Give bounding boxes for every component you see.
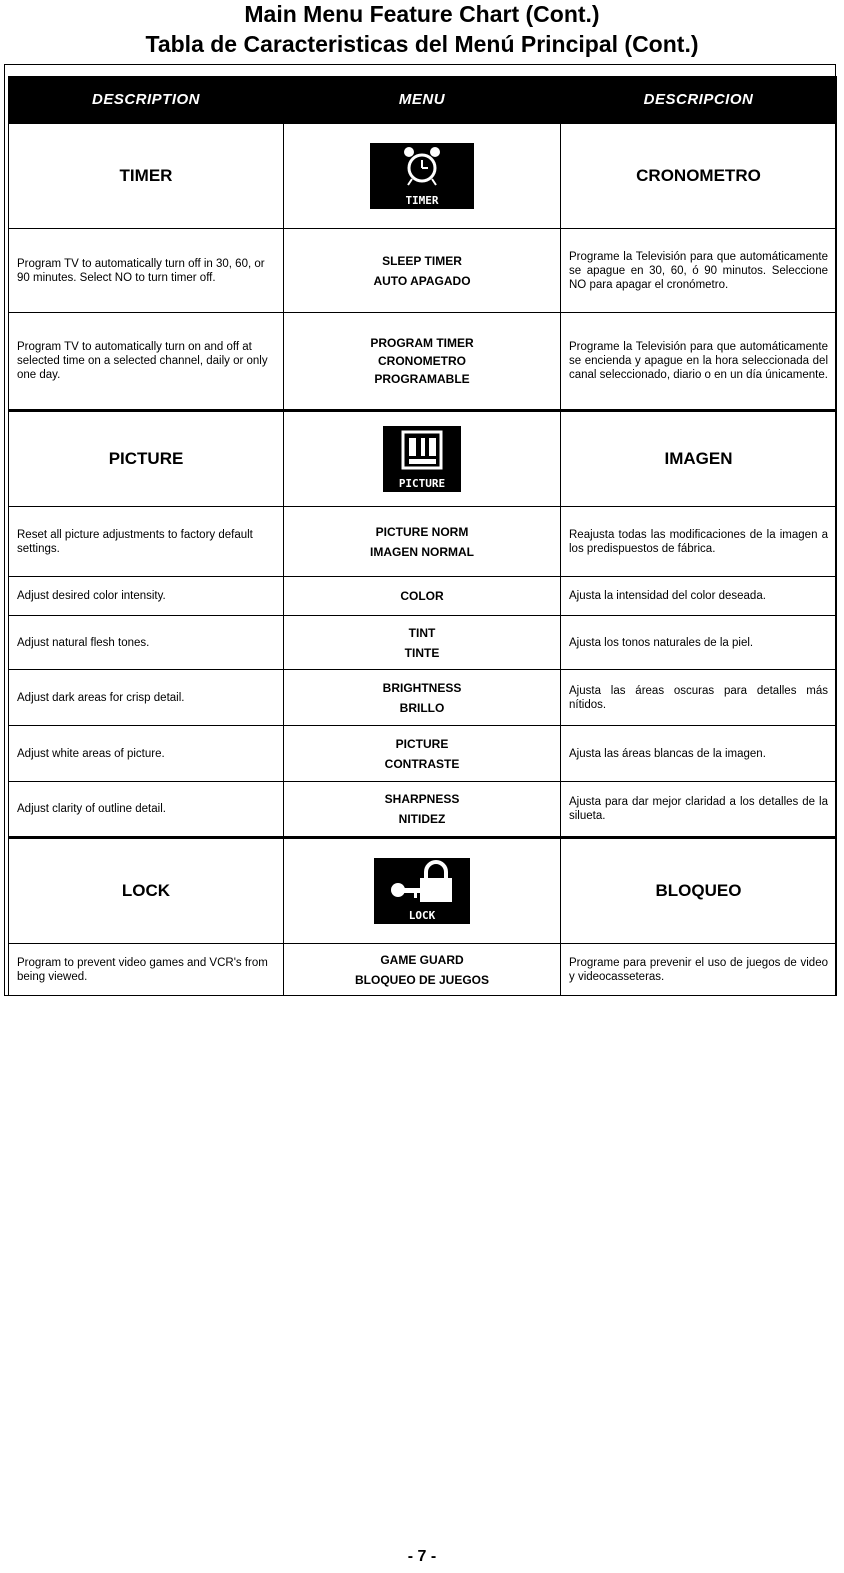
page-title: Main Menu Feature Chart (Cont.) bbox=[244, 1, 600, 27]
table-row bbox=[9, 782, 837, 838]
table-row bbox=[9, 229, 837, 313]
section-name-es: BLOQUEO bbox=[561, 838, 837, 944]
table-row bbox=[9, 726, 837, 782]
header-row bbox=[9, 77, 837, 123]
description-es: Ajusta las áreas blancas de la imagen. bbox=[561, 726, 837, 782]
section-header-timer bbox=[9, 123, 837, 229]
description-en: Adjust white areas of picture. bbox=[9, 726, 284, 782]
description-en: Program TV to automatically turn off in 30, 60, or 90 minutes. Select NO to turn timer off. bbox=[9, 229, 284, 313]
table-row bbox=[9, 670, 837, 726]
description-es: Ajusta la intensidad del color deseada. bbox=[561, 577, 837, 616]
menu-item: BRIGHTNESS BRILLO bbox=[284, 670, 561, 726]
feature-chart bbox=[4, 64, 836, 996]
section-icon-cell bbox=[284, 838, 561, 944]
icon-label: TIMER bbox=[405, 194, 439, 207]
menu-item: GAME GUARD BLOQUEO DE JUEGOS bbox=[284, 944, 561, 996]
description-en: Reset all picture adjustments to factory default settings. bbox=[9, 507, 284, 577]
description-en: Adjust desired color intensity. bbox=[9, 577, 284, 616]
table-row bbox=[9, 313, 837, 411]
section-header-picture bbox=[9, 411, 837, 507]
menu-item: PICTURE CONTRASTE bbox=[284, 726, 561, 782]
alarm-clock-icon bbox=[370, 143, 474, 209]
section-name-en: TIMER bbox=[9, 123, 284, 229]
icon-label: PICTURE bbox=[398, 477, 446, 490]
description-es: Ajusta para dar mejor claridad a los detalles de la silueta. bbox=[561, 782, 837, 838]
section-icon-cell bbox=[284, 411, 561, 507]
description-es: Ajusta los tonos naturales de la piel. bbox=[561, 616, 837, 670]
description-es: Ajusta las áreas oscuras para detalles más nítidos. bbox=[561, 670, 837, 726]
section-name-en: PICTURE bbox=[9, 411, 284, 507]
description-es: Programe la Televisión para que automáticamente se apague en 30, 60, ó 90 minutos. Seleccione NO para apagar el cronómetro. bbox=[561, 229, 837, 313]
page-subtitle: Tabla de Caracteristicas del Menú Principal (Cont.) bbox=[145, 31, 699, 57]
icon-label: LOCK bbox=[408, 909, 436, 922]
section-name-en: LOCK bbox=[9, 838, 284, 944]
description-en: Program to prevent video games and VCR's from being viewed. bbox=[9, 944, 284, 996]
section-name-es: CRONOMETRO bbox=[561, 123, 837, 229]
description-en: Adjust clarity of outline detail. bbox=[9, 782, 284, 838]
table-row bbox=[9, 577, 837, 616]
description-es: Reajusta todas las modificaciones de la imagen a los predispuestos de fábrica. bbox=[561, 507, 837, 577]
header-descripcion: DESCRIPCION bbox=[561, 77, 837, 123]
padlock-key-icon bbox=[374, 858, 470, 924]
menu-item: SLEEP TIMER AUTO APAGADO bbox=[284, 229, 561, 313]
feature-table bbox=[8, 76, 837, 996]
menu-item: PROGRAM TIMER CRONOMETRO PROGRAMABLE bbox=[284, 313, 561, 411]
description-es: Programe la Televisión para que automáticamente se encienda y apague en la hora seleccionada del canal seleccionado, diario o en un día únicamente. bbox=[561, 313, 837, 411]
section-header-lock bbox=[9, 838, 837, 944]
header-description: DESCRIPTION bbox=[9, 77, 284, 123]
description-en: Program TV to automatically turn on and off at selected time on a selected channel, daily or only one day. bbox=[9, 313, 284, 411]
menu-item: TINT TINTE bbox=[284, 616, 561, 670]
description-es: Programe para prevenir el uso de juegos de video y videocasseteras. bbox=[561, 944, 837, 996]
menu-item: SHARPNESS NITIDEZ bbox=[284, 782, 561, 838]
description-en: Adjust dark areas for crisp detail. bbox=[9, 670, 284, 726]
menu-item: COLOR bbox=[284, 577, 561, 616]
header-menu: MENU bbox=[284, 77, 561, 123]
table-row bbox=[9, 944, 837, 996]
menu-item: PICTURE NORM IMAGEN NORMAL bbox=[284, 507, 561, 577]
table-row bbox=[9, 616, 837, 670]
page-number: - 7 - bbox=[407, 1548, 437, 1565]
section-icon-cell bbox=[284, 123, 561, 229]
picture-screen-icon bbox=[383, 426, 461, 492]
description-en: Adjust natural flesh tones. bbox=[9, 616, 284, 670]
table-row bbox=[9, 507, 837, 577]
section-name-es: IMAGEN bbox=[561, 411, 837, 507]
